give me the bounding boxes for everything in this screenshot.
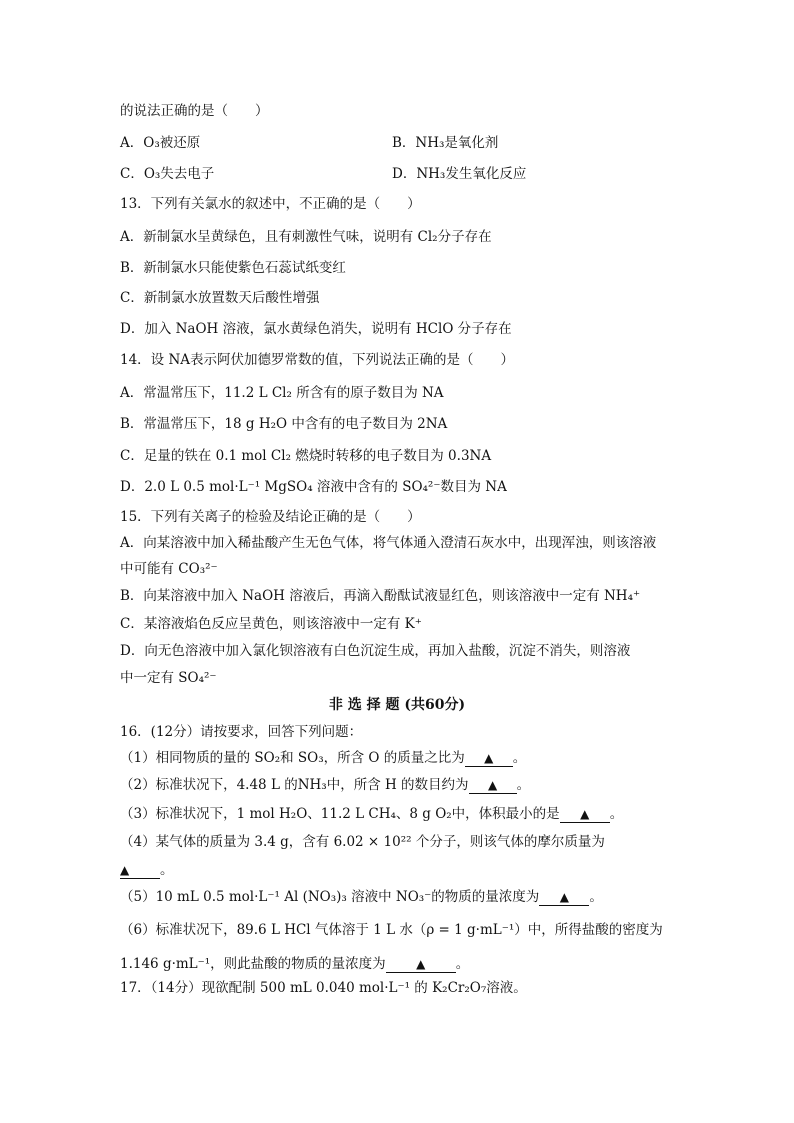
period: 。 — [160, 862, 174, 878]
answer-blank[interactable] — [539, 889, 589, 906]
period: 。 — [455, 956, 470, 972]
section-title: 非 选 择 题 (共60分) — [328, 697, 466, 713]
triangle-marker-icon: ▲ — [487, 778, 498, 792]
q15-option-d-line2: 中一定有 SO₄²⁻ — [120, 670, 217, 686]
q14-option-b: B．常温常压下，18 g H₂O 中含有的电子数目为 2NA — [120, 416, 448, 432]
q16-part2 — [120, 775, 530, 795]
q14-stem: 14．设 NA表示阿伏加德罗常数的值，下列说法正确的是（ ） — [120, 352, 515, 368]
q12-option-d: D．NH₃发生氧化反应 — [392, 166, 527, 182]
triangle-marker-icon: ▲ — [484, 751, 494, 765]
triangle-marker-icon: ▲ — [559, 890, 569, 904]
answer-blank[interactable] — [386, 956, 456, 973]
q16-part4-line2 — [120, 860, 174, 880]
q15-option-c: C．某溶液焰色反应呈黄色，则该溶液中一定有 K⁺ — [120, 616, 422, 632]
q16-part3 — [120, 804, 623, 824]
q17-stem: 17．（14分）现欲配制 500 mL 0.040 mol·L⁻¹ 的 K₂Cr₂O₇溶液。 — [120, 980, 527, 996]
q13-option-c: C．新制氯水放置数天后酸性增强 — [120, 290, 320, 306]
triangle-marker-icon: ▲ — [120, 863, 130, 877]
q16-part5 — [120, 887, 603, 907]
period: 。 — [609, 806, 624, 822]
q14-option-d: D．2.0 L 0.5 mol·L⁻¹ MgSO₄ 溶液中含有的 SO₄²⁻数目为 NA — [120, 479, 507, 495]
triangle-marker-icon: ▲ — [416, 957, 426, 971]
period: 。 — [589, 889, 603, 905]
q15-option-a-line1: A．向某溶液中加入稀盐酸产生无色气体，将气体通入澄清石灰水中，出现浑浊，则该溶液 — [120, 535, 657, 551]
triangle-marker-icon: ▲ — [580, 807, 590, 821]
q16-part3-text: （3）标准状况下，1 mol H₂O、11.2 L CH₄、8 g O₂中，体积最小的是 — [120, 806, 560, 822]
q16-stem: 16．(12分）请按要求，回答下列问题： — [120, 724, 363, 740]
q12-continuation: 的说法正确的是（ ） — [120, 103, 269, 119]
q16-part6-text: 1.146 g·mL⁻¹，则此盐酸的物质的量浓度为 — [120, 956, 386, 972]
q15-option-b: B．向某溶液中加入 NaOH 溶液后，再滴入酚酞试液显红色，则该溶液中一定有 NH₄⁺ — [120, 588, 641, 604]
q13-option-d: D．加入 NaOH 溶液，氯水黄绿色消失，说明有 HClO 分子存在 — [120, 321, 512, 337]
q16-part1-text: （1）相同物质的量的 SO₂和 SO₃，所含 O 的质量之比为 — [120, 750, 465, 766]
answer-blank[interactable] — [560, 806, 610, 823]
q12-option-c: C．O₃失去电子 — [120, 166, 215, 182]
q16-part1 — [120, 748, 526, 768]
q14-option-c: C．足量的铁在 0.1 mol Cl₂ 燃烧时转移的电子数目为 0.3NA — [120, 448, 492, 464]
q15-option-d-line1: D．向无色溶液中加入氯化钡溶液有白色沉淀生成，再加入盐酸，沉淀不消失，则溶液 — [120, 643, 631, 659]
q12-option-b: B．NH₃是氧化剂 — [392, 135, 499, 151]
period: 。 — [512, 750, 527, 766]
q13-option-a: A．新制氯水呈黄绿色，且有刺激性气味，说明有 Cl₂分子存在 — [120, 229, 492, 245]
answer-blank[interactable] — [465, 750, 513, 767]
q13-stem: 13．下列有关氯水的叙述中，不正确的是（ ） — [120, 196, 421, 212]
q12-option-a: A．O₃被还原 — [120, 135, 201, 151]
answer-blank[interactable] — [120, 862, 160, 879]
period: 。 — [516, 777, 531, 793]
q14-option-a: A．常温常压下，11.2 L Cl₂ 所含有的原子数目为 NA — [120, 385, 444, 401]
q13-option-b: B．新制氯水只能使紫色石蕊试纸变红 — [120, 260, 346, 276]
q15-option-a-line2: 中可能有 CO₃²⁻ — [120, 561, 218, 577]
q16-part2-text: （2）标准状况下，4.48 L 的NH₃中，所含 H 的数目约为 — [120, 777, 469, 793]
q16-part5-text: （5）10 mL 0.5 mol·L⁻¹ Al (NO₃)₃ 溶液中 NO₃⁻的物质的量浓度为 — [120, 889, 540, 905]
answer-blank[interactable] — [469, 777, 517, 794]
q16-part6-line1: （6）标准状况下，89.6 L HCl 气体溶于 1 L 水（ρ = 1 g·mL⁻¹）中，所得盐酸的密度为 — [120, 922, 663, 938]
q16-part6-line2 — [120, 954, 469, 974]
q16-part4-line1: （4）某气体的质量为 3.4 g，含有 6.02 × 10²² 个分子，则该气体的摩尔质量为 — [120, 834, 605, 850]
q15-stem: 15．下列有关离子的检验及结论正确的是（ ） — [120, 509, 421, 525]
